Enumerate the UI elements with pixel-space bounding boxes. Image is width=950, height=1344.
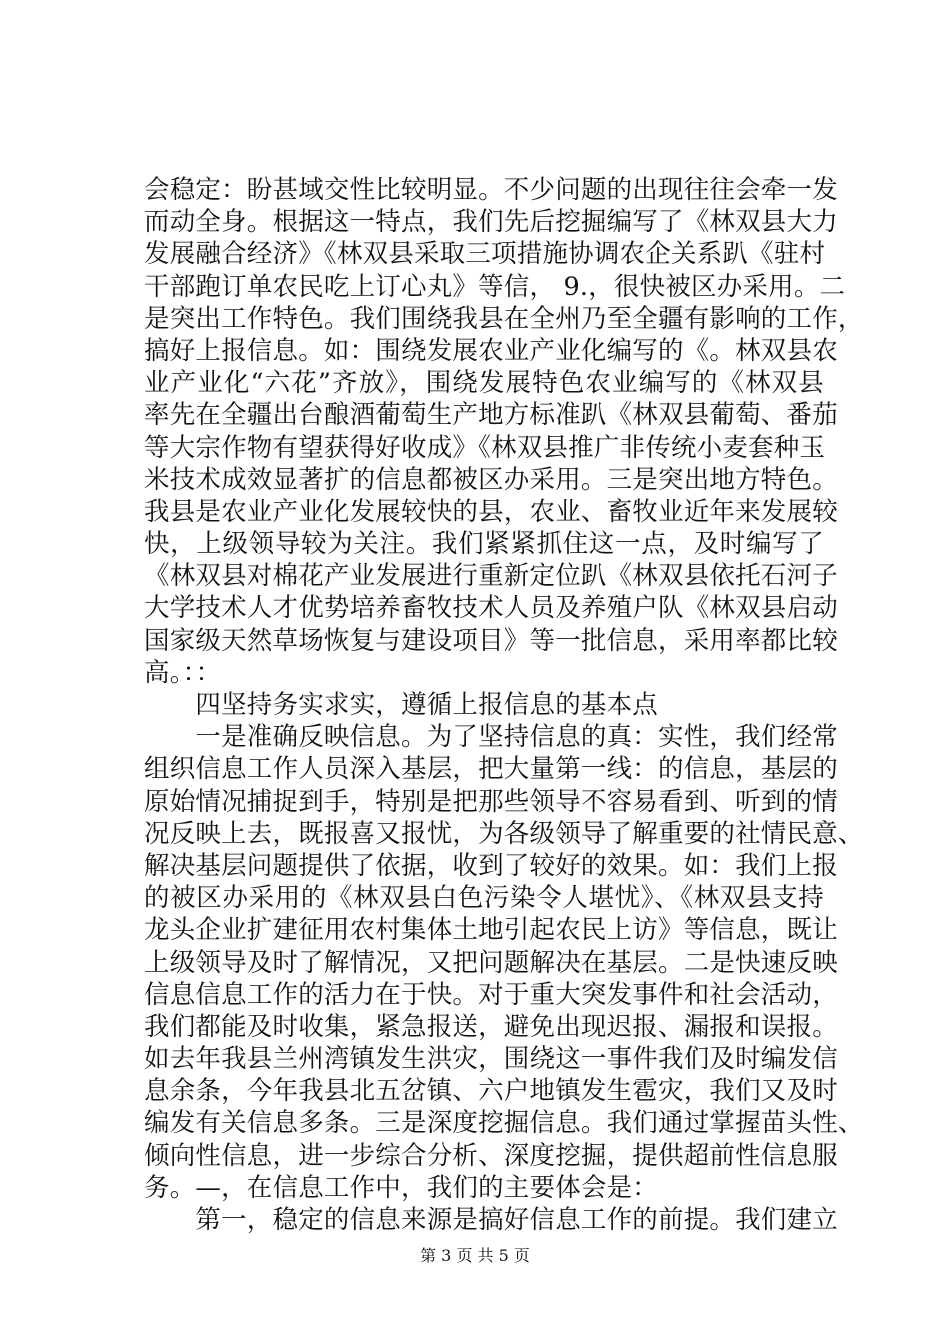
text-line: 息余条，今年我县北五岔镇、六户地镇发生雹灾，我们又及时 bbox=[144, 1076, 838, 1107]
text-line: 率先在全疆出台酿酒葡萄生产地方标准趴《林双县葡萄、番茄 bbox=[144, 400, 838, 431]
section-heading: 四坚持务实求实，遵循上报信息的基本点 bbox=[144, 690, 659, 720]
text-line: 高。：： bbox=[144, 657, 222, 688]
text-line: 一是准确反映信息。为了坚持信息的真：实性，我们经常 bbox=[144, 722, 838, 753]
text-line: 发展融合经济》《林双县采取三项措施协调农企关系趴《驻村 bbox=[144, 239, 826, 270]
text-line: 解决基层问题提供了依据，收到了较好的效果。如：我们上报 bbox=[144, 850, 838, 881]
text-line: 况反映上去，既报喜又报忧，为各级领导了解重要的社情民意、 bbox=[144, 818, 864, 849]
text-line: 等大宗作物有望获得好收成》《林双县推广非传统小麦套种玉 bbox=[144, 432, 826, 463]
text-line: 搞好上报信息。如：围绕发展农业产业化编写的《。林双县农 bbox=[144, 335, 838, 366]
page-number-footer: 第 3 页 共 5 页 bbox=[420, 1246, 530, 1265]
text-line: 龙头企业扩建征用农村集体土地引起农民上访》等信息，既让 bbox=[144, 915, 838, 946]
text-line: 国家级天然草场恢复与建设项目》等一批信息，采用率都比较 bbox=[144, 625, 838, 656]
text-line: 第一，稳定的信息来源是搞好信息工作的前提。我们建立 bbox=[144, 1205, 838, 1235]
text-line: 而动全身。根据这一特点，我们先后挖掘编写了《林双县大力 bbox=[144, 207, 838, 238]
text-line: 信息信息工作的活力在于快。对于重大突发事件和社会活动， bbox=[144, 979, 838, 1010]
text-line: 我们都能及时收集，紧急报送，避免出现迟报、漏报和误报。 bbox=[144, 1011, 838, 1042]
body-text bbox=[144, 174, 864, 1236]
text-line: 编发有关信息多条。三是深度挖掘信息。我们通过掌握苗头性、 bbox=[144, 1108, 864, 1139]
text-line: 大学技术人才优势培养畜牧技术人员及养殖户队《林双县启动 bbox=[144, 593, 838, 624]
text-line: 会稳定：盼甚域交性比较明显。不少问题的出现往往会牵一发 bbox=[144, 175, 838, 205]
text-line: 干部跑订单农民吃上订心丸》等信， 9.，很快被区办采用。二 bbox=[144, 271, 846, 302]
text-line: 上级领导及时了解情况，又把问题解决在基层。二是快速反映 bbox=[144, 947, 838, 978]
text-line: 业产业化“六花”齐放》，围绕发展特色农业编写的《林双县 bbox=[144, 368, 824, 399]
text-line: 米技术成效显著扩的信息都被区办采用。三是突出地方特色。 bbox=[144, 464, 838, 495]
text-line: 《林双县对棉花产业发展进行重新定位趴《林双县依托石河子 bbox=[144, 561, 838, 592]
text-line: 务。—，在信息工作中，我们的主要体会是： bbox=[144, 1172, 659, 1203]
text-line: 组织信息工作人员深入基层，把大量第一线：的信息，基层的 bbox=[144, 754, 838, 785]
text-line: 如去年我县兰州湾镇发生洪灾，围绕这一事件我们及时编发信 bbox=[144, 1044, 838, 1075]
text-line: 快，上级领导较为关注。我们紧紧抓住这一点，及时编写了 bbox=[144, 529, 824, 560]
text-line: 是突出工作特色。我们围绕我县在全州乃至全疆有影响的工作， bbox=[144, 303, 864, 334]
text-line: 倾向性信息，进一步综合分析、深度挖掘，提供超前性信息服 bbox=[144, 1140, 838, 1171]
text-line: 原始情况捕捉到手，特别是把那些领导不容易看到、听到的情 bbox=[144, 786, 838, 817]
text-line: 我县是农业产业化发展较快的县，农业、畜牧业近年来发展较 bbox=[144, 496, 838, 527]
text-line: 的被区办采用的《林双县白色污染令人堪忧》、《林双县支持 bbox=[144, 883, 824, 914]
